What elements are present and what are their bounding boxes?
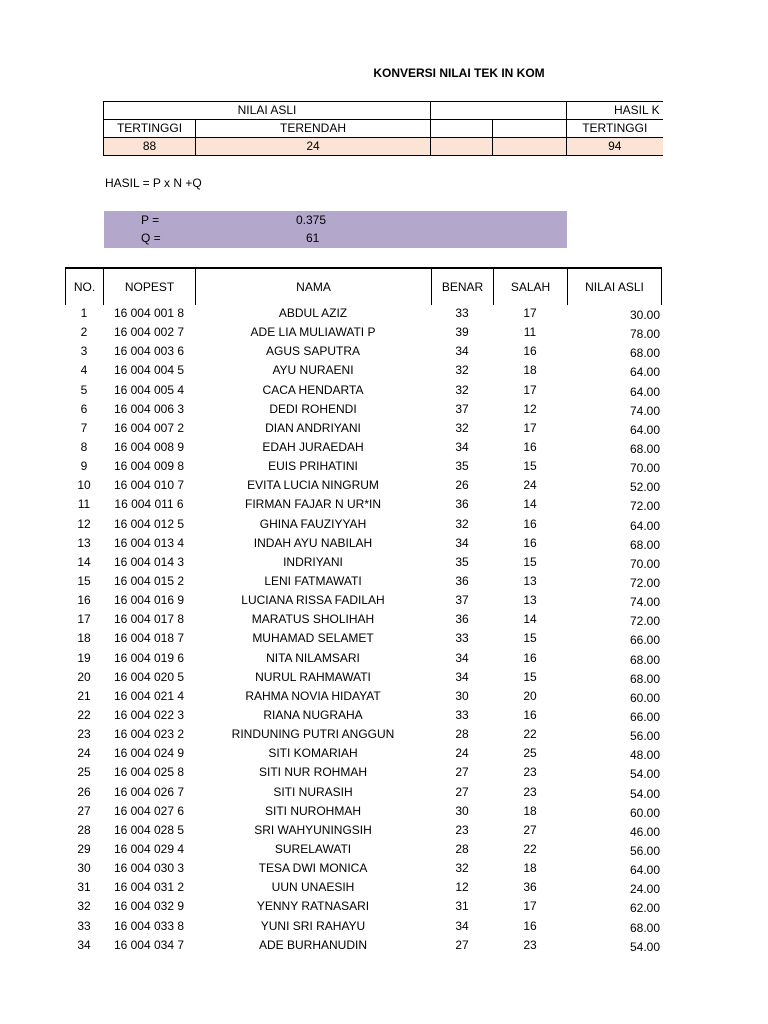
row-nilai: 74.00 xyxy=(629,595,660,610)
row-nama: YUNI SRI RAHAYU xyxy=(260,918,366,933)
row-no: 30 xyxy=(77,861,91,876)
row-nama: EVITA LUCIA NINGRUM xyxy=(247,478,379,493)
p-value: 0.375 xyxy=(296,213,327,227)
row-salah: 16 xyxy=(523,344,537,359)
row-no: 25 xyxy=(77,765,91,780)
row-nilai: 68.00 xyxy=(629,537,660,552)
asli-terendah-value: 24 xyxy=(196,138,431,156)
row-salah: 17 xyxy=(523,899,537,914)
blank-cell xyxy=(431,120,493,138)
row-nilai: 62.00 xyxy=(629,901,660,916)
row-nama: GHINA FAUZIYYAH xyxy=(259,516,367,531)
row-no: 23 xyxy=(77,727,91,742)
row-salah: 15 xyxy=(523,631,537,646)
row-nama: MUHAMAD SELAMET xyxy=(252,631,374,646)
row-no: 33 xyxy=(77,918,91,933)
row-benar: 34 xyxy=(455,650,469,665)
row-no: 9 xyxy=(80,459,88,474)
row-nama: ADE LIA MULIAWATI P xyxy=(250,325,376,340)
row-no: 7 xyxy=(80,420,88,435)
row-salah: 13 xyxy=(523,573,537,588)
row-no: 28 xyxy=(77,822,91,837)
row-nama: AGUS SAPUTRA xyxy=(265,344,361,359)
row-benar: 30 xyxy=(455,803,469,818)
row-nopest: 16 004 018 7 xyxy=(113,631,185,646)
row-nilai: 72.00 xyxy=(629,575,660,590)
row-nopest: 16 004 005 4 xyxy=(113,382,185,397)
row-nilai: 68.00 xyxy=(629,652,660,667)
row-salah: 17 xyxy=(523,306,537,320)
row-nopest: 16 004 010 7 xyxy=(113,478,185,493)
row-nilai: 54.00 xyxy=(629,939,660,954)
row-nilai: 70.00 xyxy=(629,461,660,476)
row-nilai: 60.00 xyxy=(629,805,660,820)
row-benar: 35 xyxy=(455,554,469,569)
row-benar: 36 xyxy=(455,612,469,627)
row-benar: 34 xyxy=(455,535,469,550)
row-nilai: 64.00 xyxy=(629,863,660,878)
col-nilai-asli: NILAI ASLI xyxy=(568,268,662,305)
row-salah: 22 xyxy=(523,727,537,742)
row-benar: 39 xyxy=(455,325,469,340)
row-nopest: 16 004 028 5 xyxy=(113,822,185,837)
row-benar: 32 xyxy=(455,516,469,531)
row-nama: EUIS PRIHATINI xyxy=(268,459,358,474)
row-nilai: 52.00 xyxy=(629,480,660,495)
row-nopest: 16 004 003 6 xyxy=(113,344,185,359)
row-nopest: 16 004 011 6 xyxy=(114,497,184,512)
row-benar: 33 xyxy=(455,631,469,646)
row-benar: 26 xyxy=(455,478,469,493)
row-no: 22 xyxy=(77,707,91,722)
row-nilai: 66.00 xyxy=(629,709,660,724)
row-nama: EDAH JURAEDAH xyxy=(262,439,364,454)
formula-text: HASIL = P x N +Q xyxy=(105,176,202,190)
row-salah: 16 xyxy=(523,707,537,722)
row-nama: UUN UNAESIH xyxy=(271,880,355,895)
row-salah: 13 xyxy=(523,593,537,608)
row-benar: 32 xyxy=(455,382,469,397)
row-nilai: 64.00 xyxy=(629,518,660,533)
row-nopest: 16 004 008 9 xyxy=(113,439,185,454)
row-nama: TESA DWI MONICA xyxy=(258,861,368,876)
row-nopest: 16 004 012 5 xyxy=(113,516,185,531)
row-nopest: 16 004 034 7 xyxy=(113,937,185,952)
col-no: NO. xyxy=(66,268,104,305)
row-salah: 14 xyxy=(523,497,537,512)
row-nilai: 68.00 xyxy=(629,920,660,935)
row-nilai: 64.00 xyxy=(629,422,660,437)
blank-cell xyxy=(431,138,493,156)
row-benar: 28 xyxy=(455,841,469,856)
row-nama: SITI KOMARIAH xyxy=(268,746,358,761)
row-no: 21 xyxy=(77,688,91,703)
row-no: 19 xyxy=(77,650,91,665)
row-benar: 27 xyxy=(455,937,469,952)
row-salah: 15 xyxy=(523,669,537,684)
row-salah: 22 xyxy=(523,841,537,856)
row-no: 29 xyxy=(77,841,91,856)
row-salah: 20 xyxy=(523,688,537,703)
range-table xyxy=(103,101,663,156)
row-nopest: 16 004 030 3 xyxy=(113,861,185,876)
row-no: 13 xyxy=(77,535,91,550)
row-no: 16 xyxy=(77,593,91,608)
row-nama: CACA HENDARTA xyxy=(262,382,364,397)
row-benar: 31 xyxy=(455,899,469,914)
row-benar: 32 xyxy=(455,420,469,435)
row-benar: 37 xyxy=(455,401,469,416)
col-benar: BENAR xyxy=(432,268,494,305)
row-benar: 24 xyxy=(455,746,469,761)
row-no: 11 xyxy=(77,497,91,512)
row-nopest: 16 004 032 9 xyxy=(113,899,185,914)
row-nopest: 16 004 015 2 xyxy=(113,573,185,588)
col-nama: NAMA xyxy=(196,268,432,305)
row-benar: 23 xyxy=(455,822,469,837)
row-nama: SRI WAHYUNINGSIH xyxy=(254,822,372,837)
row-nopest: 16 004 002 7 xyxy=(113,325,185,340)
row-benar: 34 xyxy=(455,439,469,454)
col-salah: SALAH xyxy=(494,268,568,305)
row-no: 12 xyxy=(77,516,91,531)
row-nopest: 16 004 024 9 xyxy=(113,746,185,761)
row-salah: 15 xyxy=(523,459,537,474)
row-nilai: 70.00 xyxy=(629,556,660,571)
row-nopest: 16 004 029 4 xyxy=(113,841,185,856)
row-nopest: 16 004 016 9 xyxy=(113,593,185,608)
row-nilai: 72.00 xyxy=(629,499,660,514)
row-nama: SITI NUROHMAH xyxy=(265,803,361,818)
row-nopest: 16 004 025 8 xyxy=(113,765,185,780)
row-nama: FIRMAN FAJAR N UR*IN xyxy=(244,497,381,512)
row-nama: YENNY RATNASARI xyxy=(256,899,370,914)
tertinggi-label: TERTINGGI xyxy=(104,120,196,138)
hasil-tertinggi-label: TERTINGGI xyxy=(567,120,663,138)
row-salah: 18 xyxy=(523,803,537,818)
row-salah: 17 xyxy=(523,420,537,435)
row-salah: 16 xyxy=(523,439,537,454)
row-nama: MARATUS SHOLIHAH xyxy=(251,612,375,627)
row-nilai: 68.00 xyxy=(629,671,660,686)
row-benar: 32 xyxy=(455,363,469,378)
row-benar: 36 xyxy=(455,497,469,512)
q-label: Q = xyxy=(141,231,161,245)
row-benar: 34 xyxy=(455,344,469,359)
row-nama: RAHMA NOVIA HIDAYAT xyxy=(245,688,381,703)
row-nilai: 56.00 xyxy=(629,729,660,744)
row-nilai: 54.00 xyxy=(629,786,660,801)
row-nama: SITI NUR ROHMAH xyxy=(259,765,367,780)
row-nopest: 16 004 013 4 xyxy=(113,535,185,550)
row-benar: 28 xyxy=(455,727,469,742)
row-no: 8 xyxy=(80,439,88,454)
row-no: 34 xyxy=(77,937,91,952)
row-no: 17 xyxy=(77,612,91,627)
row-nilai: 72.00 xyxy=(629,614,660,629)
row-benar: 33 xyxy=(455,306,469,320)
row-nama: INDAH AYU NABILAH xyxy=(253,535,373,550)
row-no: 3 xyxy=(80,344,88,359)
row-salah: 23 xyxy=(523,784,537,799)
row-nilai: 64.00 xyxy=(629,365,660,380)
row-salah: 16 xyxy=(523,535,537,550)
row-salah: 23 xyxy=(523,765,537,780)
row-benar: 35 xyxy=(455,459,469,474)
row-benar: 12 xyxy=(455,880,469,895)
row-no: 32 xyxy=(77,899,91,914)
row-nilai: 78.00 xyxy=(629,327,660,342)
row-nopest: 16 004 017 8 xyxy=(113,612,185,627)
row-no: 14 xyxy=(77,554,91,569)
row-nilai: 64.00 xyxy=(629,384,660,399)
blank-header-cell xyxy=(431,102,567,120)
row-salah: 14 xyxy=(523,612,537,627)
row-nilai: 46.00 xyxy=(629,824,660,839)
row-no: 1 xyxy=(80,306,88,320)
row-nilai: 48.00 xyxy=(629,748,660,763)
row-nopest: 16 004 014 3 xyxy=(113,554,185,569)
score-table-header xyxy=(65,267,662,305)
row-nilai: 56.00 xyxy=(629,843,660,858)
row-nama: NURUL RAHMAWATI xyxy=(255,669,371,684)
row-benar: 27 xyxy=(455,765,469,780)
page-title: KONVERSI NILAI TEK IN KOM xyxy=(373,66,545,80)
row-nilai: 66.00 xyxy=(629,633,660,648)
row-nama: AYU NURAENI xyxy=(272,363,354,378)
row-nilai: 54.00 xyxy=(629,767,660,782)
row-nama: DEDI ROHENDI xyxy=(269,401,357,416)
row-benar: 37 xyxy=(455,593,469,608)
row-nama: INDRIYANI xyxy=(283,554,343,569)
row-no: 6 xyxy=(80,401,88,416)
row-benar: 32 xyxy=(455,861,469,876)
row-nama: RIANA NUGRAHA xyxy=(263,707,363,722)
row-nilai: 74.00 xyxy=(629,403,660,418)
row-no: 26 xyxy=(77,784,91,799)
hasil-tertinggi-value: 94 xyxy=(567,138,663,156)
row-salah: 18 xyxy=(523,861,537,876)
row-no: 5 xyxy=(80,382,88,397)
row-benar: 34 xyxy=(455,669,469,684)
row-nopest: 16 004 033 8 xyxy=(113,918,185,933)
row-salah: 27 xyxy=(523,822,537,837)
row-no: 10 xyxy=(77,478,91,493)
row-no: 18 xyxy=(77,631,91,646)
row-nama: LENI FATMAWATI xyxy=(264,573,362,588)
row-nopest: 16 004 007 2 xyxy=(113,420,185,435)
row-nilai: 24.00 xyxy=(629,882,660,897)
row-nilai: 68.00 xyxy=(629,441,660,456)
row-nopest: 16 004 009 8 xyxy=(113,459,185,474)
row-salah: 23 xyxy=(523,937,537,952)
row-nopest: 16 004 026 7 xyxy=(113,784,185,799)
row-nama: ABDUL AZIZ xyxy=(278,306,348,320)
row-nopest: 16 004 023 2 xyxy=(113,727,185,742)
row-nama: ADE BURHANUDIN xyxy=(258,937,367,952)
p-label: P = xyxy=(141,213,160,227)
terendah-label: TERENDAH xyxy=(196,120,431,138)
row-salah: 11 xyxy=(523,325,537,340)
row-no: 2 xyxy=(80,325,88,340)
row-nopest: 16 004 031 2 xyxy=(113,880,185,895)
row-salah: 16 xyxy=(523,650,537,665)
row-benar: 33 xyxy=(455,707,469,722)
row-nopest: 16 004 020 5 xyxy=(113,669,185,684)
asli-tertinggi-value: 88 xyxy=(104,138,196,156)
row-no: 4 xyxy=(80,363,88,378)
nilai-asli-header: NILAI ASLI xyxy=(104,102,431,120)
row-no: 24 xyxy=(77,746,91,761)
row-nama: NITA NILAMSARI xyxy=(266,650,360,665)
row-nopest: 16 004 019 6 xyxy=(113,650,185,665)
row-salah: 16 xyxy=(523,516,537,531)
q-value: 61 xyxy=(306,231,320,245)
row-nilai: 30.00 xyxy=(629,308,660,322)
row-salah: 18 xyxy=(523,363,537,378)
row-salah: 16 xyxy=(523,918,537,933)
row-salah: 15 xyxy=(523,554,537,569)
blank-cell xyxy=(493,120,567,138)
row-salah: 24 xyxy=(523,478,537,493)
row-nopest: 16 004 001 8 xyxy=(113,306,185,320)
row-benar: 34 xyxy=(455,918,469,933)
row-nopest: 16 004 021 4 xyxy=(113,688,185,703)
row-no: 15 xyxy=(77,573,91,588)
row-no: 27 xyxy=(77,803,91,818)
row-nilai: 60.00 xyxy=(629,690,660,705)
row-salah: 17 xyxy=(523,382,537,397)
blank-cell xyxy=(493,138,567,156)
parameter-box xyxy=(104,211,567,248)
row-nilai: 68.00 xyxy=(629,346,660,361)
row-benar: 36 xyxy=(455,573,469,588)
row-nopest: 16 004 004 5 xyxy=(113,363,185,378)
row-no: 20 xyxy=(77,669,91,684)
row-nama: DIAN ANDRIYANI xyxy=(265,420,361,435)
row-benar: 30 xyxy=(455,688,469,703)
col-nopest: NOPEST xyxy=(104,268,196,305)
row-nama: LUCIANA RISSA FADILAH xyxy=(241,593,385,608)
row-nama: SURELAWATI xyxy=(274,841,352,856)
hasil-header: HASIL K xyxy=(567,102,663,120)
row-salah: 12 xyxy=(523,401,537,416)
row-nama: RINDUNING PUTRI ANGGUN xyxy=(231,727,395,742)
row-salah: 36 xyxy=(523,880,537,895)
row-nopest: 16 004 027 6 xyxy=(113,803,185,818)
row-nopest: 16 004 006 3 xyxy=(113,401,185,416)
row-salah: 25 xyxy=(523,746,537,761)
row-nama: SITI NURASIH xyxy=(273,784,353,799)
row-benar: 27 xyxy=(455,784,469,799)
row-nopest: 16 004 022 3 xyxy=(113,707,185,722)
row-no: 31 xyxy=(77,880,91,895)
